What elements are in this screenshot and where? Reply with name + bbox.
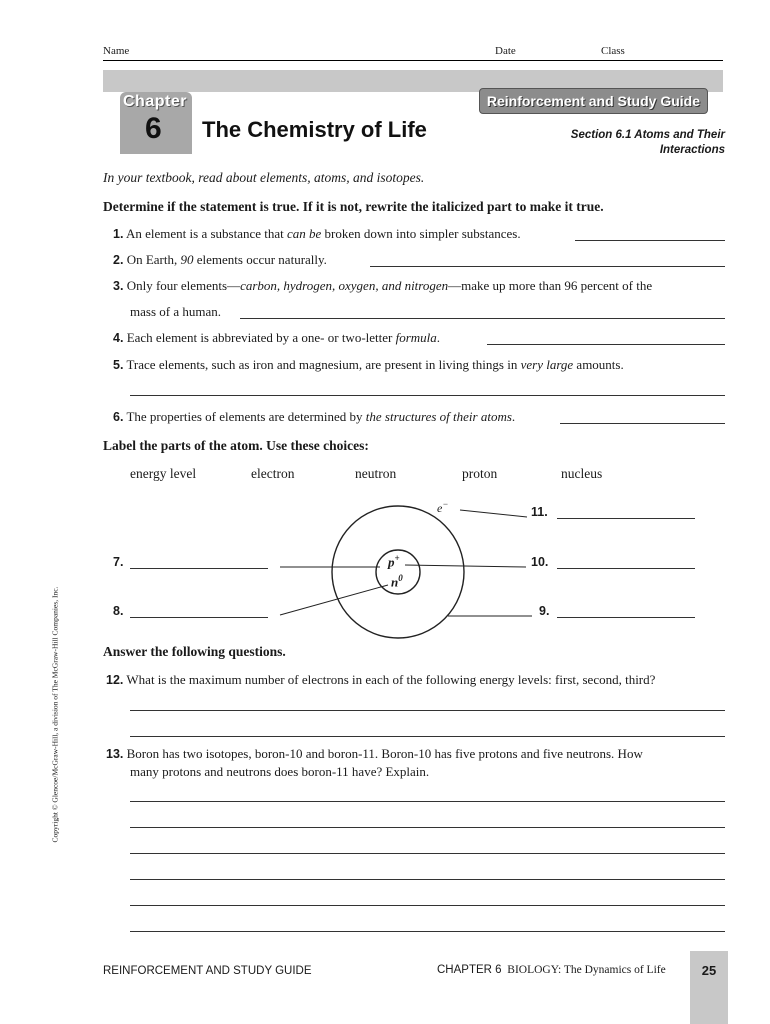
- choice-neutron: neutron: [355, 466, 397, 481]
- question-text: Boron has two isotopes, boron-10 and boron-11. Boron-10 has five protons and five neutrons. How: [126, 746, 643, 761]
- statement-italic: can be: [287, 226, 322, 241]
- choice-nucleus: nucleus: [561, 466, 603, 481]
- question-13: [106, 746, 643, 762]
- statement-italic: the structures of their atoms: [365, 409, 512, 424]
- page-number: 25: [701, 963, 717, 978]
- date-label: Date: [495, 45, 516, 57]
- choice-energy-level: energy level: [130, 466, 197, 481]
- label-8-number: 8.: [113, 604, 124, 618]
- proton-charge: +: [394, 553, 400, 563]
- proton-symbol: [388, 553, 400, 570]
- statement-italic: carbon, hydrogen, oxygen, and nitrogen: [240, 278, 449, 293]
- section-line-1: Section 6.1 Atoms and Their: [570, 129, 725, 141]
- part3-instruction: Answer the following questions.: [103, 644, 286, 659]
- electron-symbol: [437, 499, 448, 516]
- neutron-charge: 0: [398, 573, 403, 583]
- chapter-title: The Chemistry of Life: [202, 117, 427, 142]
- leader-line-10: [405, 565, 526, 567]
- statement-number: 4.: [113, 331, 124, 345]
- section-line-2: Interactions: [659, 144, 725, 156]
- label-7-number: 7.: [113, 555, 124, 569]
- answer-line-12b[interactable]: [130, 736, 725, 737]
- name-label: Name: [103, 45, 130, 57]
- answer-line-12a[interactable]: [130, 710, 725, 711]
- choice-electron: electron: [251, 466, 295, 481]
- statement-text: The properties of elements are determined by: [126, 409, 366, 424]
- statement-number: 2.: [113, 253, 124, 267]
- class-label: Class: [601, 45, 625, 57]
- question-number: 12.: [106, 673, 124, 687]
- neutron-symbol: [391, 573, 403, 590]
- statement-text: .: [511, 409, 516, 424]
- copyright-notice: Copyright © Glencoe/McGraw-Hill, a division of The McGraw-Hill Companies, Inc.: [50, 586, 60, 843]
- statement-text: amounts.: [573, 357, 624, 372]
- statement-text: Only four elements—: [126, 278, 241, 293]
- statement-text: elements occur naturally.: [193, 252, 327, 267]
- question-text: What is the maximum number of electrons in each of the following energy levels: first, second, third?: [126, 672, 656, 687]
- label-9-number: 9.: [539, 604, 550, 618]
- footer-left: REINFORCEMENT AND STUDY GUIDE: [103, 965, 312, 977]
- statement-text: An element is a substance that: [125, 226, 287, 241]
- statement-3-line-2: mass of a human.: [130, 304, 221, 319]
- label-10-blank[interactable]: [557, 568, 695, 569]
- label-11-blank[interactable]: [557, 518, 695, 519]
- statement-text: Each element is abbreviated by a one- or two-letter: [126, 330, 396, 345]
- statement-italic: very large: [520, 357, 574, 372]
- intro-text: In your textbook, read about elements, atoms, and isotopes.: [103, 170, 425, 185]
- statement-text: .: [436, 330, 441, 345]
- energy-level-ring: [332, 506, 464, 638]
- answer-line-13d[interactable]: [130, 879, 725, 880]
- footer-book: BIOLOGY: The Dynamics of Life: [507, 964, 666, 976]
- part1-instruction: Determine if the statement is true. If it is not, rewrite the italicized part to make it true.: [103, 199, 604, 214]
- statement-italic: formula: [395, 330, 437, 345]
- answer-line-13e[interactable]: [130, 905, 725, 906]
- page-number-tab: [690, 951, 728, 1024]
- statement-number: 5.: [113, 358, 124, 372]
- guide-badge: Reinforcement and Study Guide: [479, 88, 708, 114]
- electron-letter: e: [437, 501, 443, 515]
- question-13-line-2: many protons and neutrons does boron-11 have? Explain.: [130, 764, 430, 779]
- proton-letter: p: [388, 554, 395, 570]
- answer-line-13b[interactable]: [130, 827, 725, 828]
- footer-chapter: CHAPTER 6: [437, 964, 502, 976]
- statement-italic: 90: [180, 252, 194, 267]
- footer-center: [437, 964, 666, 976]
- statement-text: broken down into simpler substances.: [321, 226, 521, 241]
- electron-charge: −: [442, 499, 449, 509]
- answer-line-13f[interactable]: [130, 931, 725, 932]
- chapter-number: 6: [145, 112, 162, 145]
- statement-text: Trace elements, such as iron and magnesium, are present in living things in: [126, 357, 521, 372]
- label-7-blank[interactable]: [130, 568, 268, 569]
- statement-text: On Earth,: [126, 252, 181, 267]
- statement-number: 6.: [113, 410, 124, 424]
- label-10-number: 10.: [531, 555, 549, 569]
- leader-line-11: [460, 510, 527, 517]
- label-8-blank[interactable]: [130, 617, 268, 618]
- chapter-word: Chapter: [123, 93, 187, 110]
- answer-line-13a[interactable]: [130, 801, 725, 802]
- neutron-letter: n: [391, 574, 399, 590]
- statement-number: 3.: [113, 279, 124, 293]
- choice-proton: proton: [462, 466, 498, 481]
- question-number: 13.: [106, 747, 124, 761]
- label-11-number: 11.: [531, 505, 548, 519]
- part2-instruction: Label the parts of the atom. Use these choices:: [103, 438, 369, 453]
- question-12: [106, 672, 655, 688]
- statement-number: 1.: [113, 227, 124, 241]
- statement-text: —make up more than 96 percent of the: [448, 278, 653, 293]
- answer-line-13c[interactable]: [130, 853, 725, 854]
- label-9-blank[interactable]: [557, 617, 695, 618]
